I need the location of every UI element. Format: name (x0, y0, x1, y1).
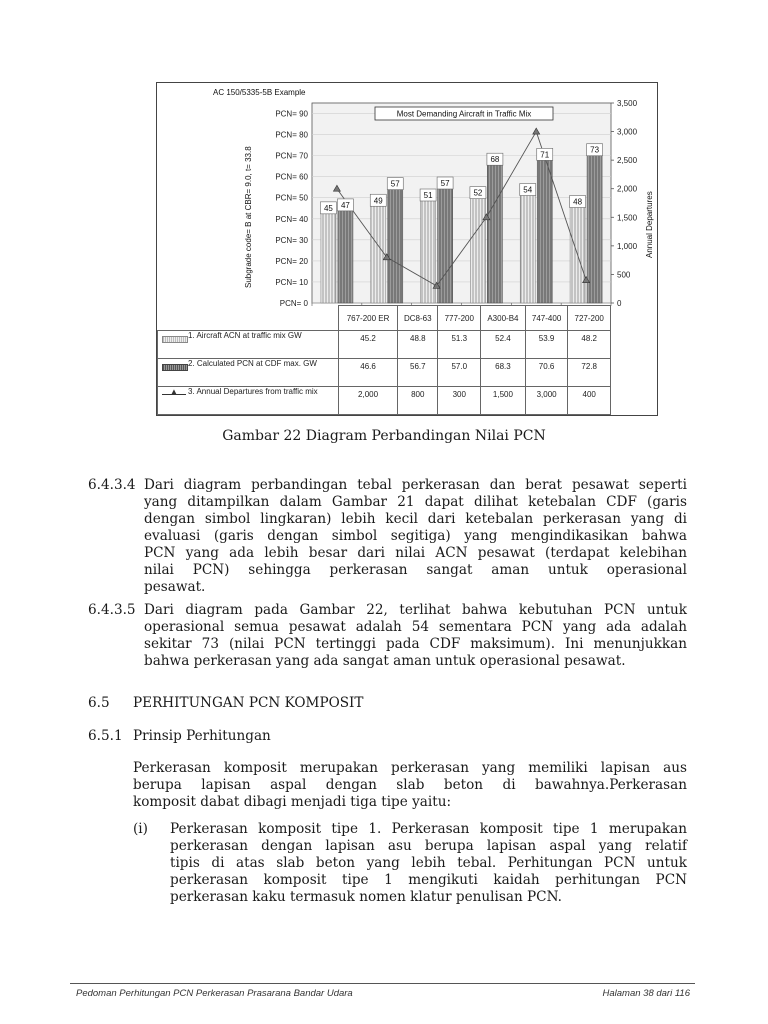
table-col-header: 727-200 (568, 306, 611, 331)
y2-tick-label: 3,000 (617, 127, 638, 137)
acn-bar (321, 208, 336, 303)
acn-bar (570, 202, 585, 303)
subsection-heading: Prinsip Perhitungan (133, 728, 271, 744)
table-cell: 46.6 (339, 359, 398, 387)
table-col-header: DC8-63 (398, 306, 438, 331)
y2-tick-label: 1,500 (617, 213, 638, 223)
text-line: evaluasi (garis dengan simbol segitiga) yang mengindikasikan bahwa (144, 528, 687, 544)
pcn-bar (487, 159, 502, 303)
text-line: pesawat. (144, 579, 206, 595)
pcn-bar (587, 150, 602, 303)
table-cell: 1,500 (481, 387, 526, 415)
table-cell: 51.3 (438, 331, 481, 359)
table-cell: 800 (398, 387, 438, 415)
pcn-bar (537, 154, 552, 303)
table-cell: 68.3 (481, 359, 526, 387)
y-tick-label: PCN= 30 (275, 235, 308, 245)
table-cell: 300 (438, 387, 481, 415)
text-line: bahwa perkerasan yang ada sangat aman untuk operasional pesawat. (144, 653, 626, 669)
text-line: sekitar 73 (nilai PCN tertinggi pada CDF maksimum). Ini menunjukkan (144, 636, 687, 652)
text-line: nilai PCN) sehingga perkerasan sangat aman untuk operasional (144, 562, 687, 578)
table-cell: 48.8 (398, 331, 438, 359)
y2-tick-label: 3,500 (617, 99, 638, 108)
y-tick-label: PCN= 50 (275, 193, 308, 203)
pcn-bar (338, 205, 353, 303)
section-number: 6.4.3.5 (88, 602, 136, 618)
text-line: dengan simbol lingkaran) lebih kecil dari ketebalan perkerasan yang di (144, 511, 687, 527)
table-cell: 72.8 (568, 359, 611, 387)
pcn-value-label-group (387, 178, 403, 190)
text-line: perkerasan kaku termasuk nomen klatur penulisan PCN. (170, 889, 562, 905)
list-marker: (i) (133, 821, 148, 837)
left-axis-label: Subgrade code= B at CBR= 9.0, t= 33.8 (244, 146, 253, 288)
table-cell: 45.2 (339, 331, 398, 359)
table-row (158, 331, 611, 359)
table-col-header: A300-B4 (481, 306, 526, 331)
text-line: perkerasan komposit tipe 1 mengikuti kaidah perhitungan PCN (170, 872, 687, 888)
acn-bar (371, 200, 386, 303)
table-row (158, 387, 611, 415)
y-tick-label: PCN= 10 (275, 277, 308, 287)
table-col-header: 777-200 (438, 306, 481, 331)
pcn-value-label: 71 (540, 150, 550, 160)
table-cell: 48.2 (568, 331, 611, 359)
heading-number: 6.5 (88, 695, 110, 711)
y2-tick-label: 1,000 (617, 241, 638, 251)
legend-departures (158, 387, 339, 415)
text-line: tipis di atas slab beton yang lebih tebal. Perhitungan PCN untuk (170, 855, 687, 871)
intro-paragraph (133, 760, 687, 811)
section-heading: PERHITUNGAN PCN KOMPOSIT (133, 695, 364, 711)
y2-tick-label: 0 (617, 299, 622, 308)
pcn-value-label: 68 (490, 155, 500, 165)
y-tick-label: PCN= 0 (279, 299, 308, 308)
y-tick-label: PCN= 20 (275, 256, 308, 266)
table-cell: 2,000 (339, 387, 398, 415)
pcn-value-label: 57 (390, 179, 400, 189)
y2-tick-label: 500 (617, 270, 631, 280)
paragraph-6435 (144, 602, 687, 670)
pcn-value-label: 57 (440, 179, 450, 188)
y2-tick-label: 2,500 (617, 156, 638, 166)
acn-value-label: 49 (373, 196, 383, 206)
chart-figure (156, 82, 658, 416)
y-tick-label: PCN= 80 (275, 130, 308, 140)
y-tick-label: PCN= 40 (275, 214, 308, 224)
legend-pcn (158, 359, 339, 387)
table-cell: 57.0 (438, 359, 481, 387)
acn-value-label: 45 (323, 203, 333, 213)
legend-label: 2. Calculated PCN at CDF max. GW (188, 359, 317, 368)
departures-swatch (162, 394, 186, 395)
pcn-value-label-group (437, 177, 453, 189)
acn-value-label: 54 (523, 185, 533, 195)
table-cell: 70.6 (525, 359, 568, 387)
legend-label: 3. Annual Departures from traffic mix (188, 387, 318, 396)
pcn-value-label: 47 (340, 200, 350, 210)
pcn-value-label-group (487, 153, 503, 165)
text-line: yang ditampilkan dalam Gambar 21 dapat dilihat ketebalan CDF (garis (144, 494, 687, 510)
chart-data-table (157, 305, 611, 415)
text-line: Dari diagram pada Gambar 22, terlihat bahwa kebutuhan PCN untuk (144, 602, 687, 618)
acn-bar (520, 190, 535, 303)
table-row (158, 359, 611, 387)
chart-title: Most Demanding Aircraft in Traffic Mix (396, 109, 532, 119)
acn-value-label: 52 (473, 188, 483, 198)
pcn-bar (388, 184, 403, 303)
table-cell: 53.9 (525, 331, 568, 359)
acn-value-label-group (470, 187, 486, 199)
text-line: komposit dabat dibagi menjadi tiga tipe yaitu: (133, 794, 452, 810)
pcn-value-label-group (337, 199, 353, 211)
text-line: perkerasan dengan lapisan asu berupa lapisan aspal yang relatif (170, 838, 687, 854)
table-cell: 56.7 (398, 359, 438, 387)
section-number: 6.4.3.4 (88, 477, 136, 493)
table-col-header: 767-200 ER (339, 306, 398, 331)
acn-bar (421, 195, 436, 303)
pcn-value-label: 73 (590, 145, 600, 155)
paragraph-6434 (144, 477, 687, 596)
legend-label: 1. Aircraft ACN at traffic mix GW (188, 331, 302, 340)
text-line: operasional semua pesawat adalah 54 sementara PCN yang ada adalah (144, 619, 687, 635)
table-cell: 400 (568, 387, 611, 415)
text-line: berupa lapisan aspal dengan slab beton di bawahnya.Perkerasan (133, 777, 687, 793)
acn-value-label-group (570, 196, 586, 208)
acn-value-label-group (320, 202, 336, 214)
right-axis-label: Annual Departures (645, 191, 654, 258)
acn-bar (470, 193, 485, 303)
pcn-bar (438, 183, 453, 303)
subheading-number: 6.5.1 (88, 728, 123, 744)
table-col-header: 747-400 (525, 306, 568, 331)
acn-value-label: 48 (573, 197, 583, 207)
y-tick-label: PCN= 70 (275, 151, 308, 161)
footer-title: Pedoman Perhitungan PCN Perkerasan Prasarana Bandar Udara (76, 988, 353, 999)
text-line: Perkerasan komposit tipe 1. Perkerasan komposit tipe 1 merupakan (170, 821, 687, 837)
list-item-i (170, 821, 687, 906)
footer-rule (70, 983, 695, 984)
page-number: Halaman 38 dari 116 (602, 988, 690, 999)
acn-value-label: 51 (423, 191, 433, 200)
text-line: Dari diagram perbandingan tebal perkerasan dan berat pesawat seperti (144, 477, 687, 493)
y-tick-label: PCN= 90 (275, 109, 308, 119)
pcn-value-label-group (537, 148, 553, 160)
table-cell: 3,000 (525, 387, 568, 415)
y2-tick-label: 2,000 (617, 184, 638, 194)
acn-value-label-group (520, 184, 536, 196)
chart-source-label: AC 150/5335-5B Example (213, 88, 306, 97)
text-line: PCN yang ada lebih besar dari nilai ACN pesawat (terdapat kelebihan (144, 545, 687, 561)
plot-area (312, 103, 611, 303)
acn-swatch (162, 336, 188, 343)
table-header-row (158, 306, 611, 331)
figure-caption: Gambar 22 Diagram Perbandingan Nilai PCN (222, 428, 546, 444)
acn-value-label-group (370, 194, 386, 206)
acn-value-label-group (420, 189, 436, 201)
pcn-swatch (162, 364, 188, 371)
legend-acn (158, 331, 339, 359)
pcn-value-label-group (587, 144, 603, 156)
table-cell: 52.4 (481, 331, 526, 359)
text-line: Perkerasan komposit merupakan perkerasan yang memiliki lapisan aus (133, 760, 687, 776)
y-tick-label: PCN= 60 (275, 172, 308, 182)
